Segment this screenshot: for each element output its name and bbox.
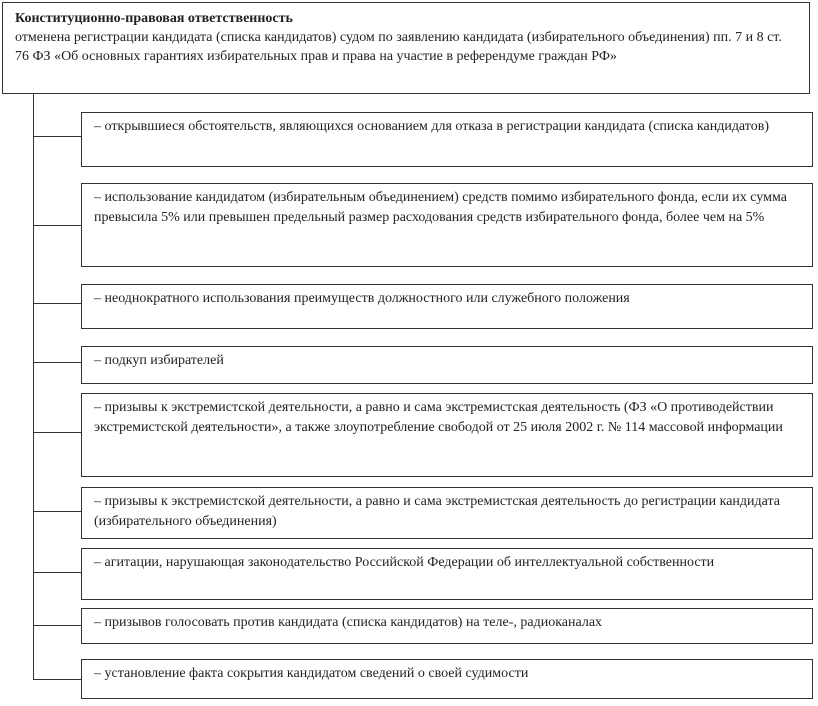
list-item <box>81 548 813 600</box>
connector-branch <box>33 136 81 137</box>
header-description: отменена регистрации кандидата (списка кандидатов) судом по заявлению кандидата (избирательного объединения) пп. 7 и 8 ст. 76 ФЗ «Об основных гарантиях избирательных прав и права на участие в референдуме граждан РФ» <box>15 30 782 64</box>
connector-branch <box>33 225 81 226</box>
connector-branch <box>33 511 81 512</box>
list-item <box>81 112 813 167</box>
list-item <box>81 183 813 267</box>
list-item-text: – открывшиеся обстоятельств, являющихся основанием для отказа в регистрации кандидата (списка кандидатов) <box>94 119 769 134</box>
list-item-text: – подкуп избирателей <box>94 353 224 368</box>
list-item-text: – призывы к экстремистской деятельности, а равно и сама экстремистская деятельность (ФЗ «О противодействии экстремистской деятельности», а также злоупотребление свободой от 25 июля 2002 г. № 114 массовой информации <box>94 400 783 435</box>
header-title: Конституционно-правовая ответственность <box>15 11 293 26</box>
list-item <box>81 393 813 477</box>
list-item-text: – призывы к экстремистской деятельности, а равно и сама экстремистская деятельность до регистрации кандидата (избирательного объединения) <box>94 494 780 529</box>
connector-trunk <box>33 94 34 680</box>
connector-branch <box>33 362 81 363</box>
list-item-text: – установление факта сокрытия кандидатом сведений о своей судимости <box>94 666 529 681</box>
list-item <box>81 487 813 539</box>
connector-branch <box>33 572 81 573</box>
connector-branch <box>33 625 81 626</box>
list-item <box>81 659 813 699</box>
list-item <box>81 346 813 384</box>
list-item-text: – призывов голосовать против кандидата (списка кандидатов) на теле-, радиоканалах <box>94 615 603 630</box>
list-item-text: – использование кандидатом (избирательным объединением) средств помимо избирательного фонда, если их сумма превысила 5% или превышен предельный размер расходования средств избирательного фонда, более чем на 5% <box>94 190 787 225</box>
list-item <box>81 284 813 329</box>
list-item <box>81 608 813 644</box>
list-item-text: – агитации, нарушающая законодательство Российской Федерации об интеллектуальной собственности <box>94 555 715 570</box>
connector-branch <box>33 679 81 680</box>
header-box <box>2 2 810 94</box>
connector-branch <box>33 303 81 304</box>
connector-branch <box>33 432 81 433</box>
list-item-text: – неоднократного использования преимуществ должностного или служебного положения <box>94 291 630 306</box>
